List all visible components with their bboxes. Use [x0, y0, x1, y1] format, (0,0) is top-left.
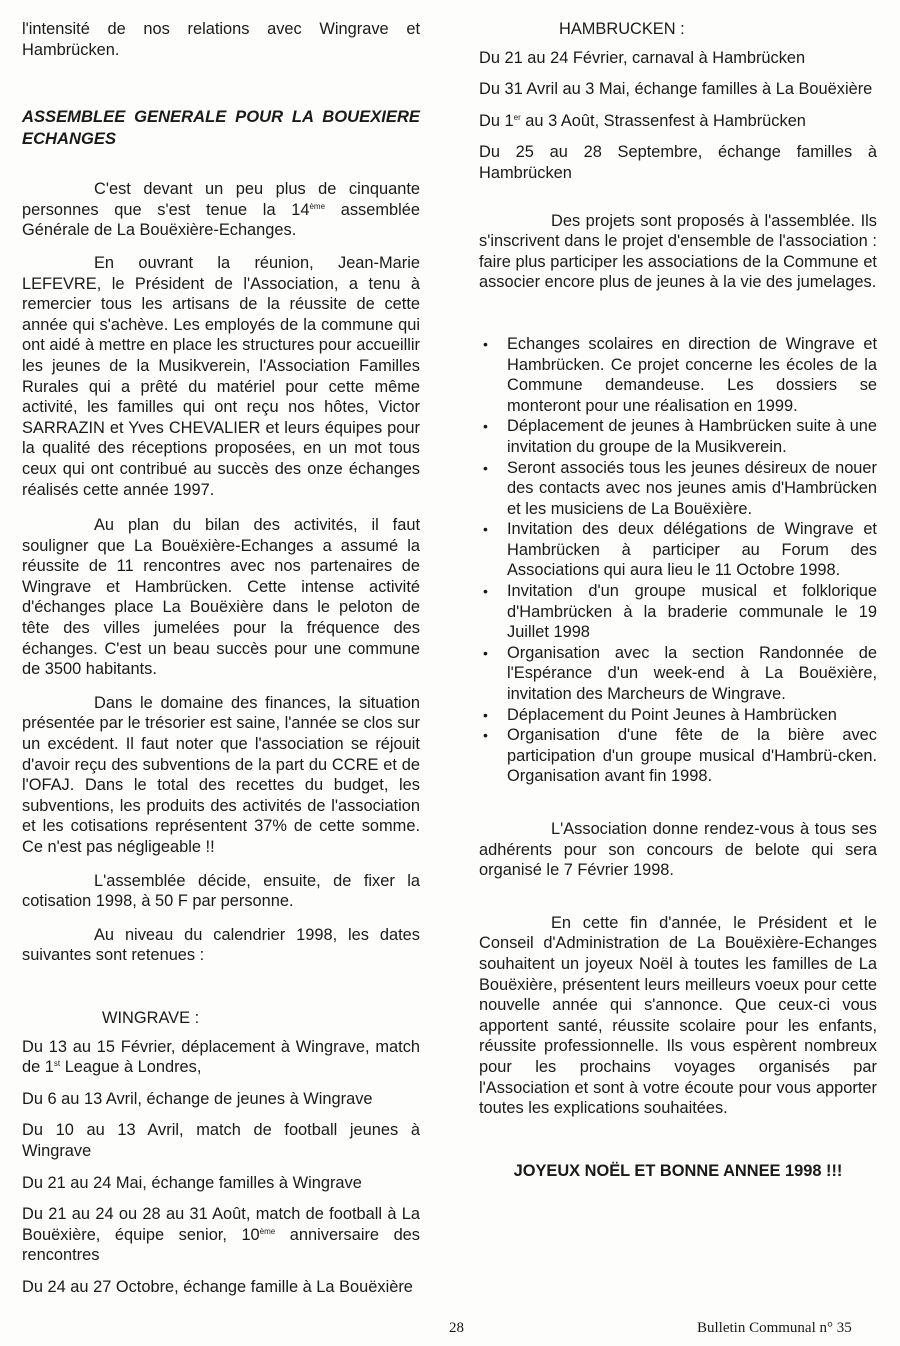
paragraph-activities: Au plan du bilan des activités, il faut souligner que La Bouëxière-Echanges a assumé la réussite de 11 rencontres avec nos partenaires de Wingrave et Hambrücken. Cette intense activité d'échanges place La Bouëxière dans le peloton de tête des villes jumelées pour la fréquence des échanges. C'est un beau succès pour une commune de 3500 habitants.: [22, 516, 420, 679]
closing-greeting: JOYEUX NOËL ET BONNE ANNEE 1998 !!!: [513, 1161, 843, 1180]
publication-title: Bulletin Communal n° 35: [697, 1320, 852, 1336]
bullet-icon: •: [483, 727, 488, 744]
bullet-icon: •: [483, 459, 488, 476]
paragraph-cotisation: L'assemblée décide, ensuite, de fixer la cotisation 1998, à 50 F par personne.: [22, 871, 420, 911]
paragraph-finances: Dans le domaine des finances, la situation présentée par le trésorier est saine, l'année se clos sur un excédent. Il faut noter que l'association se réjouit d'avoir reçu des subventions de la part du CCRE et de l'OFAJ. Dans le total des recettes du budget, les subventions, les produits des activités de l'association et les cotisations représentent 37% de cette somme. Ce n'est pas négligeable !!: [22, 693, 420, 856]
intro-text: l'intensité de nos relations avec Wingrave et Hambrücken.: [22, 20, 420, 59]
hambrucken-heading: HAMBRUCKEN :: [559, 20, 685, 38]
project-item: • Déplacement du Point Jeunes à Hambrücken: [483, 705, 837, 724]
project-item: • Organisation avec la section Randonnée de l'Espérance d'un week-end à La Bouëxière, invitation des Marcheurs de Wingrave.: [483, 643, 877, 704]
wingrave-event: Du 21 au 24 Mai, échange familles à Wingrave: [22, 1173, 362, 1192]
wingrave-event: Du 6 au 13 Avril, échange de jeunes à Wingrave: [22, 1089, 373, 1108]
left-column: [22, 0, 420, 1298]
wingrave-event: Du 24 au 27 Octobre, échange famille à La Bouëxière: [22, 1277, 413, 1296]
wingrave-event: Du 10 au 13 Avril, match de football jeunes à Wingrave: [22, 1121, 420, 1160]
page-number: 28: [449, 1320, 464, 1336]
project-item: • Organisation d'une fête de la bière avec participation d'un groupe musical d'Hambrü-cken. Organisation avant fin 1998.: [483, 726, 877, 786]
bullet-icon: •: [483, 644, 488, 661]
project-item: • Déplacement de jeunes à Hambrücken suite à une invitation du groupe de la Musikverein.: [483, 417, 877, 456]
paragraph-opening: En ouvrant la réunion, Jean-Marie LEFEVRE, le Président de l'Association, a tenu à remercier tous les artisans de la réussite de cette année qui s'achève. Les employés de la commune qui ont aidé à mettre en place les structures pour accueillir les jeunes de la Musikverein, l'Association Familles Rurales qui a prêté du matériel pour cette même activité, les familles qui ont reçu nos hôtes, Victor SARRAZIN et Yves CHEVALIER et leurs équipes pour la qualité des réceptions proposées, en un mot tous ceux qui ont contribué au succès des onze échanges réalisés cette année 1997.: [22, 253, 420, 499]
paragraph-calendar: Au niveau du calendrier 1998, les dates suivantes sont retenues :: [22, 925, 420, 965]
bullet-icon: •: [483, 335, 488, 352]
right-column: [479, 0, 877, 1181]
wingrave-event: Du 21 au 24 ou 28 au 31 Août, match de football à La Bouëxière, équipe senior, 10ème anniversaire des rencontres: [22, 1205, 420, 1265]
hambrucken-event: Du 31 Avril au 3 Mai, échange familles à La Bouëxière: [479, 80, 873, 99]
bullet-icon: •: [483, 706, 488, 723]
hambrucken-event: Du 25 au 28 Septembre, échange familles à Hambrücken: [479, 143, 877, 182]
wingrave-heading: WINGRAVE :: [102, 1008, 200, 1027]
bullet-icon: •: [483, 583, 488, 600]
paragraph-belote: L'Association donne rendez-vous à tous ses adhérents pour son concours de belote qui sera organisé le 7 Février 1998.: [479, 820, 877, 880]
section-heading: ASSEMBLEE GENERALE POUR LA BOUEXIERE ECHANGES: [22, 107, 420, 149]
project-item: • Seront associés tous les jeunes désireux de nouer des contacts avec nos jeunes amis d'Hambrücken et les musiciens de La Bouëxière.: [483, 458, 877, 518]
project-item: • Echanges scolaires en direction de Wingrave et Hambrücken. Ce projet concerne les écoles de la Commune demandeuse. Les dossiers se monteront pour une réalisation en 1999.: [483, 334, 877, 415]
project-item: • Invitation des deux délégations de Wingrave et Hambrücken à participer au Forum des Associations qui aura lieu le 11 Octobre 1998.: [483, 520, 877, 580]
project-item: • Invitation d'un groupe musical et folklorique d'Hambrücken à la braderie communale le 19 Juillet 1998: [483, 582, 877, 642]
hambrucken-event: Du 21 au 24 Février, carnaval à Hambrücken: [479, 48, 806, 67]
bullet-icon: •: [483, 521, 488, 538]
projects-list: [479, 334, 877, 787]
wingrave-event: Du 13 au 15 Février, déplacement à Wingrave, match de 1st League à Londres,: [22, 1037, 420, 1077]
hambrucken-event: Du 1er au 3 Août, Strassenfest à Hambrücken: [479, 111, 806, 130]
paragraph-projects: Des projets sont proposés à l'assemblée. Ils s'inscrivent dans le projet d'ensemble de l'association : faire plus participer les associations de la Commune et associer encore plus de jeunes à la vie des jumelages.: [479, 211, 877, 292]
paragraph-attendance: C'est devant un peu plus de cinquante personnes que s'est tenue la 14ème assemblée Générale de La Bouëxière-Echanges.: [22, 180, 420, 240]
paragraph-wishes: En cette fin d'année, le Président et le Conseil d'Administration de La Bouëxière-Echanges souhaitent un joyeux Noël à toutes les familles de La Bouëxière, présentent leurs meilleurs voeux pour cette nouvelle année qui s'annonce. Que ceux-ci vous apportent santé, réussite scolaire pour les enfants, réussite professionnelle. Ils vous espèrent nombreux pour les prochains voyages organisés par l'Association et sont à votre écoute pour vous apporter toutes les explications souhaitées.: [479, 913, 877, 1118]
bullet-icon: •: [483, 418, 488, 435]
